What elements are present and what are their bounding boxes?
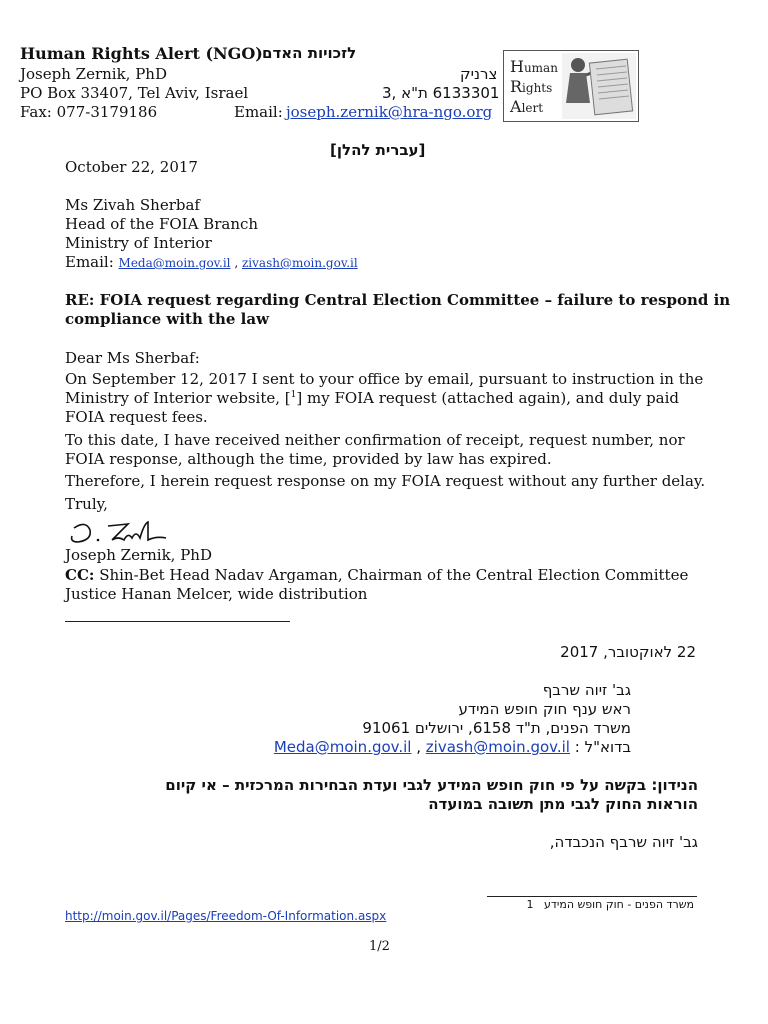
footnote-separator [487, 896, 697, 897]
section-divider [65, 621, 290, 622]
hebrew-below-note: [עברית להלן] [330, 141, 426, 159]
letterhead-name-he: צרניק [460, 65, 498, 83]
footnote-reference[interactable]: 1 [290, 390, 297, 400]
logo-line-3: Alert [510, 97, 544, 116]
letterhead-email-label: Email: [234, 103, 283, 121]
hebrew-email-1-link[interactable]: Meda@moin.gov.il [273, 738, 412, 756]
hebrew-date: 22 לאוקטובר, 2017 [560, 643, 696, 661]
hebrew-email-label: בדוא"ל : [574, 738, 631, 756]
logo-line-2: Rights [510, 77, 553, 96]
subject-line-2: compliance with the law [65, 310, 270, 328]
cc-line-1: CC: Shin-Bet Head Nadav Argaman, Chairman of the Central Election Committee [65, 566, 689, 584]
signature-image [66, 518, 176, 548]
recipient-email-row [65, 253, 358, 271]
closing: Truly, [65, 495, 108, 513]
recipient-ministry: Ministry of Interior [65, 234, 212, 252]
letterhead-address-he: 6133301 ת"א ,3 [382, 84, 500, 102]
recipient-email-2-link[interactable]: zivash@moin.gov.il [241, 256, 358, 270]
letterhead-address-en: PO Box 33407, Tel Aviv, Israel [20, 84, 249, 102]
hra-logo [503, 50, 639, 122]
org-name-he: לזכויות האדם [262, 44, 357, 62]
salutation: Dear Ms Sherbaf: [65, 349, 200, 367]
footnote-url-link[interactable]: http://moin.gov.il/Pages/Freedom-Of-Information.aspx [65, 909, 387, 923]
footnote-text-he: משרד הפנים - חוק חופש המידע 1 [526, 898, 694, 911]
signer-name: Joseph Zernik, PhD [65, 546, 212, 564]
letterhead-name-en: Joseph Zernik, PhD [20, 65, 167, 83]
hebrew-recipient-title: ראש ענף חוק חופש המידע [458, 700, 631, 718]
recipient-title: Head of the FOIA Branch [65, 215, 259, 233]
cc-label: CC: [65, 566, 95, 584]
cc-line-2: Justice Hanan Melcer, wide distribution [65, 585, 368, 603]
hebrew-subject-line-2: הוראות החוק לגבי מתן תשובה במועדה [428, 795, 698, 813]
paragraph-2-line-1: To this date, I have received neither confirmation of receipt, request number, nor [65, 431, 685, 449]
paragraph-3: Therefore, I herein request response on my FOIA request without any further delay. [65, 472, 706, 490]
subject-line-1: RE: FOIA request regarding Central Election Committee – failure to respond in [65, 291, 731, 309]
logo-line-1: Human [510, 57, 558, 76]
hebrew-recipient-name: גב' זיוה שרבף [542, 681, 631, 699]
logo-figure-image [562, 53, 636, 119]
letterhead-fax: Fax: 077-3179186 [20, 103, 158, 121]
recipient-email-separator: , [230, 256, 242, 270]
hebrew-subject-line-1: הנידון: בקשה על פי חוק חופש המידע לגבי ועדת הבחירות המרכזית – אי קיום [165, 776, 698, 794]
recipient-email-label: Email: [65, 253, 114, 271]
paragraph-2-line-2: FOIA response, although the time, provided by law has expired. [65, 450, 552, 468]
letter-date: October 22, 2017 [65, 158, 198, 176]
org-name-en: Human Rights Alert (NGO) [20, 44, 263, 63]
hebrew-salutation: גב' זיוה שרבף הנכבדה, [549, 833, 698, 851]
paragraph-1-line-2: Ministry of Interior website, [$^1$] my FOIA request (attached again), and duly paid [65, 389, 680, 407]
paragraph-1-line-1: On September 12, 2017 I sent to your office by email, pursuant to instruction in the [65, 370, 704, 388]
footnote-number: 1 [526, 898, 534, 911]
letterhead-email-link[interactable]: joseph.zernik@hra-ngo.org [286, 103, 493, 121]
recipient-name: Ms Zivah Sherbaf [65, 196, 200, 214]
hebrew-email-2-link[interactable]: zivash@moin.gov.il [425, 738, 570, 756]
recipient-email-1-link[interactable]: Meda@moin.gov.il [118, 256, 231, 270]
page-number: 1/2 [369, 939, 390, 954]
hebrew-email-row: בדוא"ל : Meda@moin.gov.il , zivash@moin.gov.il [273, 738, 631, 756]
paragraph-1-line-3: FOIA request fees. [65, 408, 208, 426]
hebrew-recipient-address: משרד הפנים, ת"ד 6158, ירושלים 91061 [362, 719, 631, 737]
